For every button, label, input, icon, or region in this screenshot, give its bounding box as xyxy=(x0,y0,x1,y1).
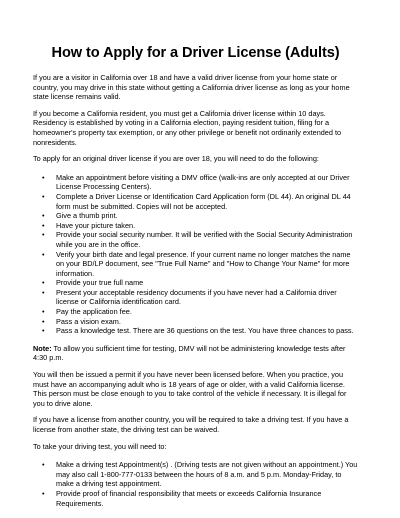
intro-paragraph-apply: To apply for an original driver license if you are over 18, you will need to do the following: xyxy=(33,154,319,164)
list-item-text: Provide your true full name xyxy=(56,278,144,288)
list-item-text: Make an appointment before visiting a DMV office (walk-ins are only accepted at our Driver License Processing Centers). xyxy=(56,172,350,192)
list-item xyxy=(42,191,358,211)
list-item xyxy=(42,220,358,231)
bullet-icon: • xyxy=(42,278,45,288)
note-paragraph xyxy=(33,344,358,363)
list-item-text: Pay the application fee. xyxy=(56,307,132,317)
bullet-icon: • xyxy=(42,307,45,317)
list-item xyxy=(42,249,358,279)
bullet-icon: • xyxy=(42,230,45,240)
list-item-text: Verify your birth date and legal presence. If your current name no longer matches the name on your BD/LP document, see "True Full Name" and "How to Change Your Name" for more information. xyxy=(56,249,351,278)
list-item xyxy=(42,230,358,249)
list-item xyxy=(42,172,358,192)
title-spacer xyxy=(33,62,358,73)
list-item-text: Give a thumb print. xyxy=(56,211,118,221)
list-item xyxy=(42,211,358,221)
list-item xyxy=(42,316,358,327)
note-text: To allow you sufficient time for testing, DMV will not be administering knowledge tests after 4:30 p.m. xyxy=(33,343,346,363)
foreign-license-paragraph: If you have a license from another country, you will be required to take a driving test. If you have a license from another state, the driving test can be waived. xyxy=(33,415,349,434)
bullet-icon: • xyxy=(42,460,45,470)
intro-paragraph-residency: If you become a California resident, you must get a California driver license within 10 days. Residency is established by voting in a California election, paying resident tuition, filing for a homeowner's property tax exemption, or any other privilege or benefit not ordinarily extended to nonresidents. xyxy=(33,108,342,147)
list-item-text: Have your picture taken. xyxy=(56,220,136,230)
list-item-text: Make a driving test Appointment(s) . (Driving tests are not given without an appointment.) You may also call 1-800-777-0133 between the hours of 8 a.m. and 5 p.m. Monday-Friday, to make a driving test appointment. xyxy=(56,460,358,489)
list-item-text: Pass a knowledge test. There are 36 questions on the test. You have three chances to pass. xyxy=(56,326,354,336)
bullet-icon: • xyxy=(42,326,45,336)
bullet-icon: • xyxy=(42,220,45,230)
bullet-icon: • xyxy=(42,287,45,297)
list-item-text: Present your acceptable residency documents if you have never had a California driver license or California identification card. xyxy=(56,287,337,307)
list-item-text: Pass a vision exam. xyxy=(56,316,121,326)
list-item xyxy=(42,488,358,508)
bullet-icon: • xyxy=(42,249,45,259)
list-item-text: Complete a Driver License or Identification Card Application form (DL 44). An original DL 44 form must be submitted. Copies will not be accepted. xyxy=(56,191,351,211)
list-item xyxy=(42,287,358,307)
list-item xyxy=(42,460,358,489)
note-label: Note: xyxy=(33,343,52,353)
document-title: How to Apply for a Driver License (Adults) xyxy=(51,45,340,61)
list-item xyxy=(42,326,358,336)
bullet-icon: • xyxy=(42,488,45,498)
list-item-text: Provide your social security number. It will be verified with the Social Security Administration while you are in the office. xyxy=(56,230,353,249)
list-item xyxy=(42,278,358,288)
driving-test-intro: To take your driving test, you will need to: xyxy=(33,441,167,451)
application-steps-list xyxy=(33,173,358,336)
permit-paragraph: You will then be issued a permit if you have never been licensed before. When you practice, you must have an accompanying adult who is 18 years of age or older, with a valid California license. This person must be close enough to you to take control of the vehicle if necessary. It is illegal for you to drive alone. xyxy=(33,370,347,408)
bullet-icon: • xyxy=(42,191,45,201)
bullet-icon: • xyxy=(42,172,45,182)
list-item-text: Provide proof of financial responsibility that meets or exceeds California Insurance Requirements. xyxy=(56,488,322,508)
driving-test-steps-list xyxy=(33,460,358,508)
list-item xyxy=(42,307,358,317)
bullet-icon: • xyxy=(42,211,45,221)
bullet-icon: • xyxy=(42,316,45,326)
intro-paragraph-visitor: If you are a visitor in California over 18 and have a valid driver license from your home state or country, you may drive in this state without getting a California driver license as long as your home state license remains valid. xyxy=(33,73,350,102)
